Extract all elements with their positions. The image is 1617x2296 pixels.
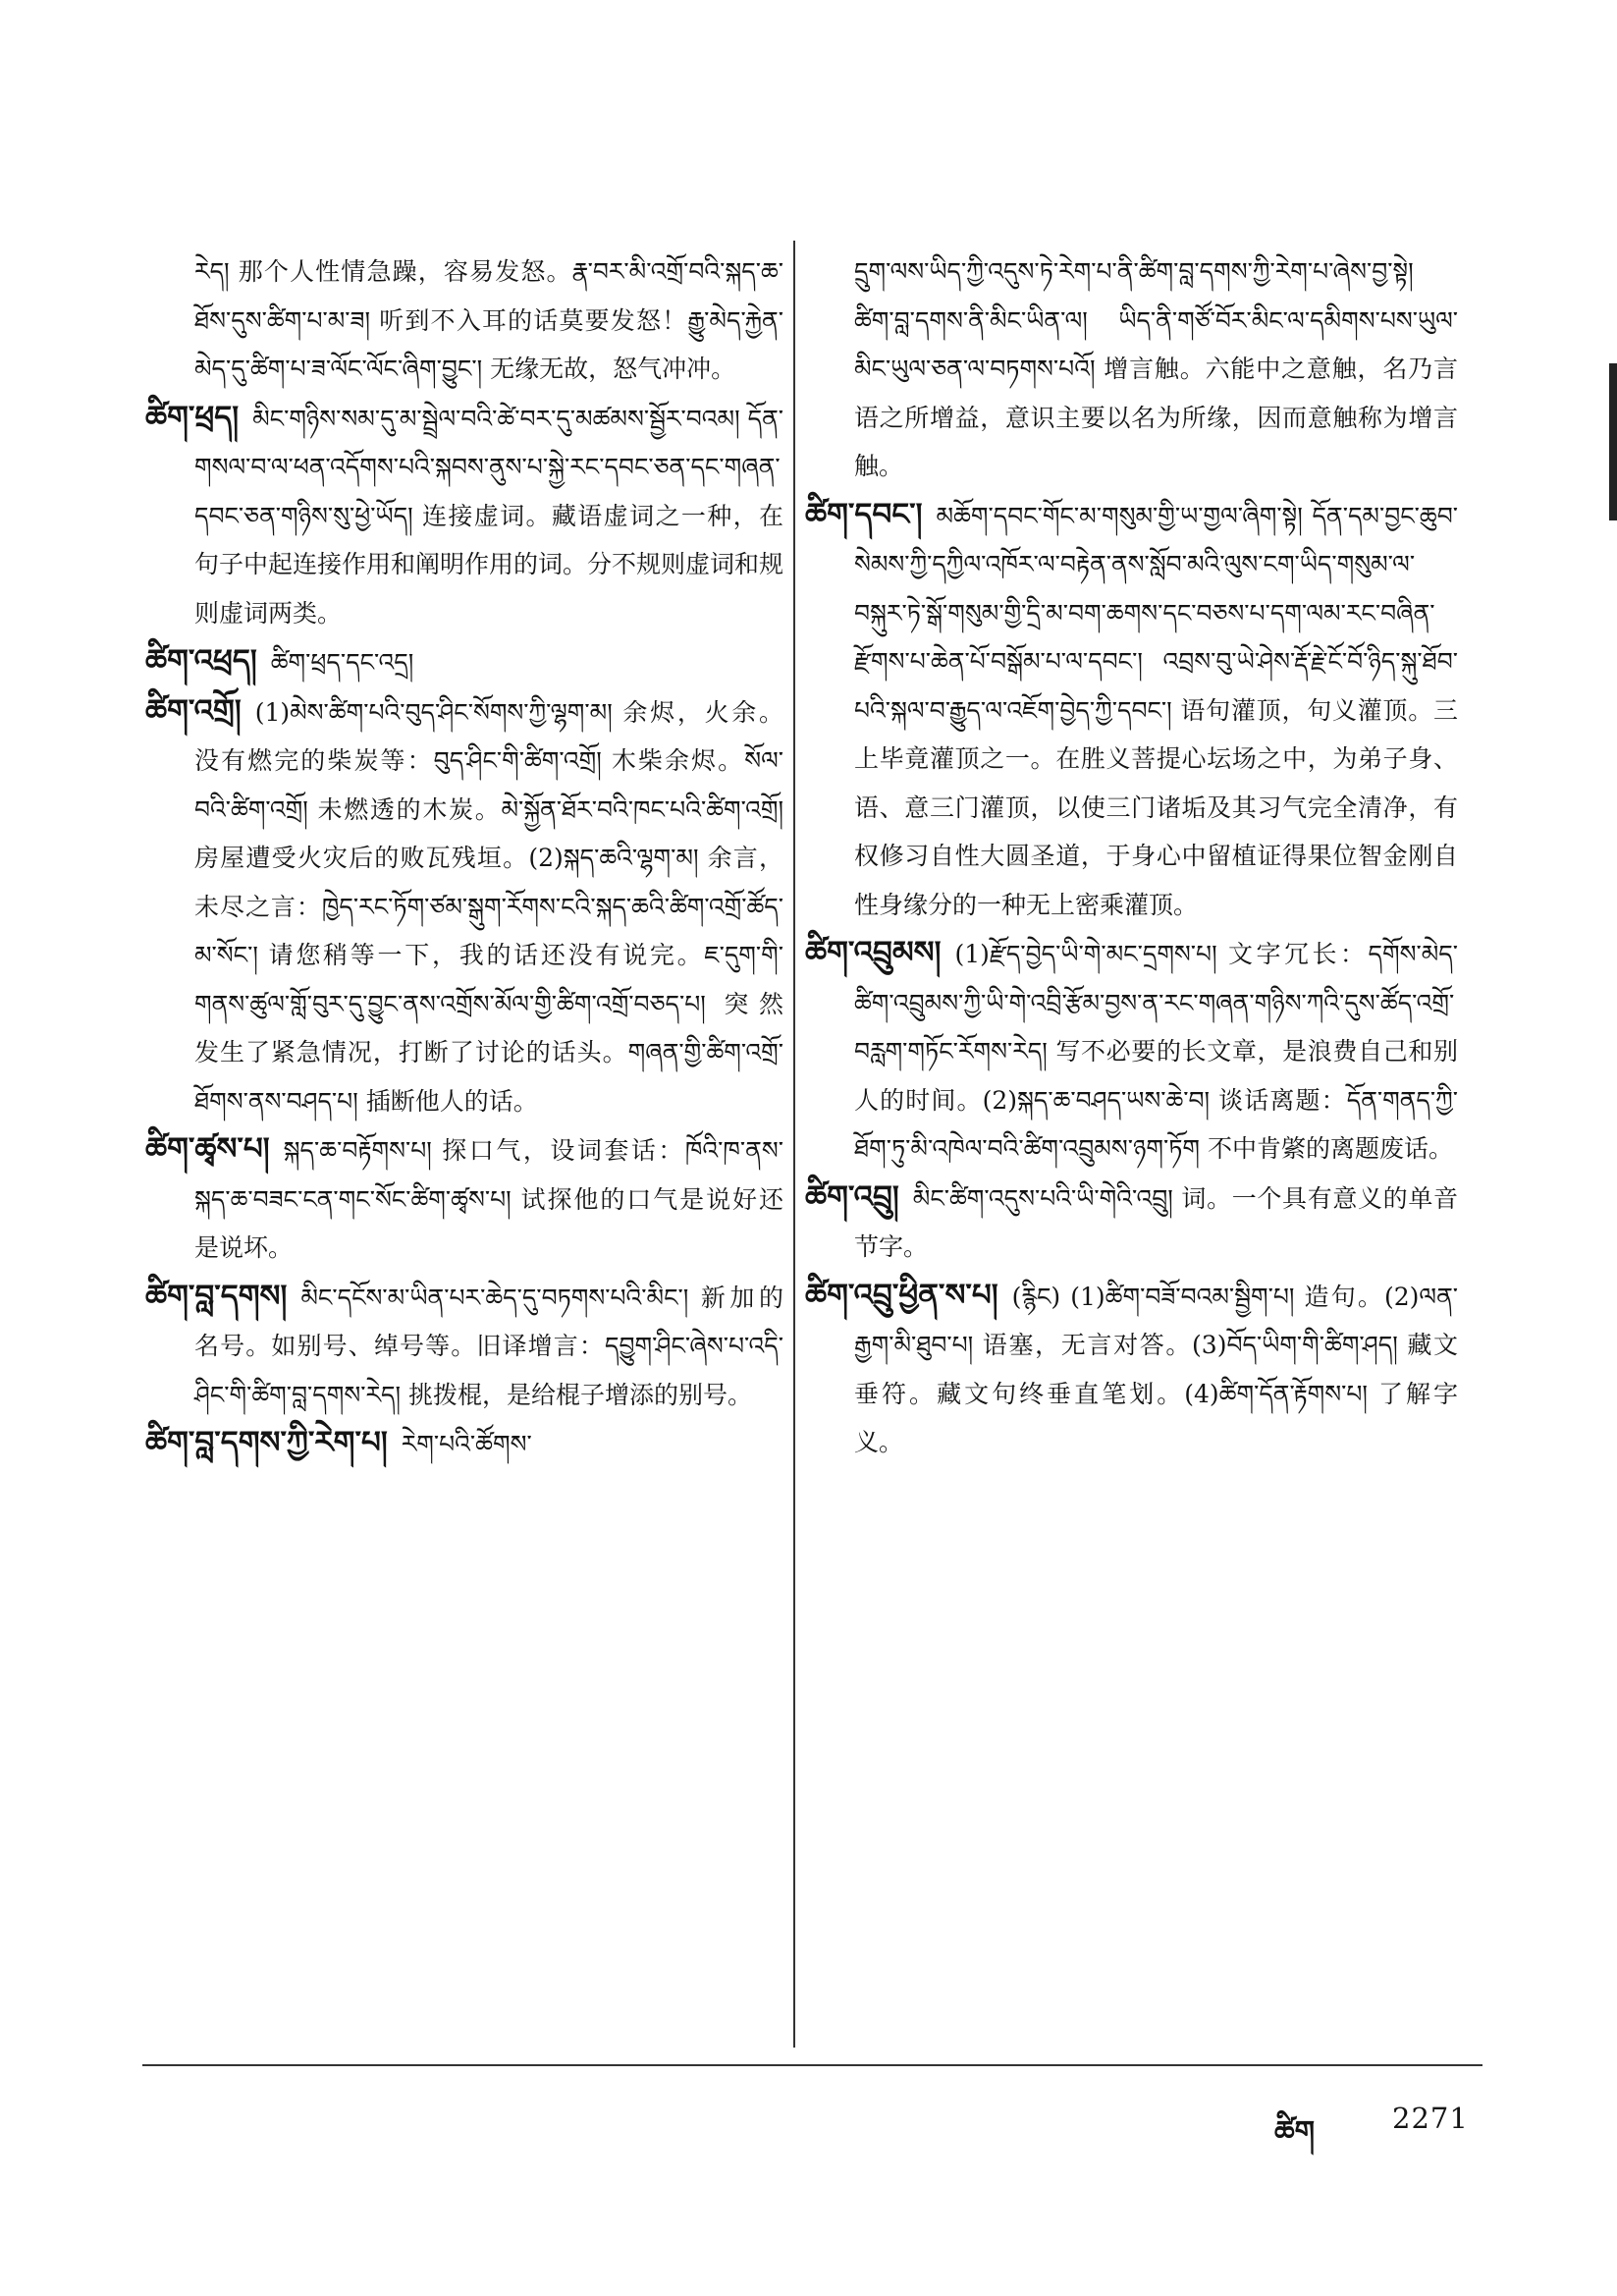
headword: ཚིག་བླ་དགས་ཀྱི་རེག་པ། — [145, 1425, 388, 1460]
headword: ཚིག་འཕྲད། — [145, 643, 257, 679]
entry-text: མིང་གཉིས་སམ་དུ་མ་སྦྲེལ་བའི་ཚེ་བར་དུ་མཚམས་སྦྱོར་བའམ། དོན་གསལ་བ་ལ་ཕན་འདོགས་པའི་སྐབས་ནུས་པ་སྐྱེ་རང་དབང་ཅན་དང་གཞན་དབང་ཅན་གཉིས་སུ་ཕྱེ་ཡོད། 连接虚词。藏语虚词之一种，在句子中起连接作用和阐明作用的词。分不规则虚词和规则虚词两类。 — [194, 404, 784, 628]
right-column — [805, 247, 1458, 1467]
entry-text: མིང་དངོས་མ་ཡིན་པར་ཆེད་དུ་བཏགས་པའི་མིང་། 新加的名号。如别号、绰号等。旧译增言：དབྱུག་ཤིང་ཞེས་པ་འདི་ཤིང་གི་ཚིག་བླ་དགས་རེད། 挑拨棍，是给棍子增添的别号。 — [194, 1283, 783, 1409]
entry-text: དྲུག་ལས་ཡིད་ཀྱི་འདུས་ཏེ་རེག་པ་ནི་ཚིག་བླ་དགས་ཀྱི་རེག་པ་ཞེས་བྱ་སྟེ། ཚིག་བླ་དགས་ནི་མིང་ཡིན་ལ། ཡིད་ནི་གཙོ་བོར་མིང་ལ་དམིགས་པས་ཡུལ་མིང་ཡུལ་ཅན་ལ་བཏགས་པའོ། 增言触。六能中之意触，名乃言语之所增益，意识主要以名为所缘，因而意触称为增言触。 — [854, 257, 1458, 480]
headword: ཚིག་བླ་དགས། — [145, 1278, 288, 1314]
entry — [145, 1125, 783, 1273]
entry-text: མཆོག་དབང་གོང་མ་གསུམ་གྱི་ཡ་གྱལ་ཞིག་སྟེ། དོན་དམ་བྱང་ཆུབ་སེམས་ཀྱི་དཀྱིལ་འཁོར་ལ་བརྟེན་ནས་སློབ་མའི་ལུས་ངག་ཡིད་གསུམ་ལ་བསྐུར་ཏེ་སྒོ་གསུམ་གྱི་དྲི་མ་བག་ཆགས་དང་བཅས་པ་དག་ལམ་རང་བཞིན་རྫོགས་པ་ཆེན་པོ་བསྒོམ་པ་ལ་དབང་། འབྲས་བུ་ཡེ་ཤེས་རྡོ་རྗེ་ངོ་བོ་ཉིད་སྐུ་ཐོབ་པའི་སྐལ་བ་རྒྱུད་ལ་འཇོག་བྱེད་ཀྱི་དབང་། 语句灌顶，句义灌顶。三上毕竟灌顶之一。在胜义菩提心坛场之中，为弟子身、语、意三门灌顶，以使三门诸垢及其习气完全清净，有权修习自性大圆圣道，于身心中留植证得果位智金刚自性身缘分的一种无上密乘灌顶。 — [854, 501, 1458, 919]
entry-text: སྐད་ཆ་བརྟོགས་པ། 探口气，设词套话：ཁོའི་ཁ་ནས་སྐད་ཆ་བཟང་ངན་གང་སོང་ཚིག་ཚྭས་པ། 试探他的口气是说好还是说坏。 — [194, 1136, 783, 1262]
running-head-word: ཚིག — [1274, 2114, 1316, 2148]
margin-scan-mark — [1609, 363, 1617, 520]
entry — [805, 1174, 1458, 1272]
entry-text: རེད། 那个人性情急躁，容易发怒。རྣ་བར་མི་འགྲོ་བའི་སྐད་ཆ་ཐོས་དུས་ཚིག་པ་མ་ཟ། 听到不入耳的话莫要发怒！རྒྱུ་མེད་རྐྱེན་མེད་དུ་ཚིག་པ་ཟ་ལོང་ལོང་ཞིག་བྱུང་། 无缘无故，怒气冲冲。 — [194, 257, 783, 383]
left-column — [145, 247, 784, 1469]
entry — [145, 687, 783, 1126]
entry — [145, 637, 783, 687]
entry — [194, 247, 783, 394]
headword: ཚིག་འགྲོ། — [145, 692, 242, 729]
page-number: 2271 — [1392, 2102, 1469, 2135]
headword: ཚིག་ཕྲད། — [145, 399, 240, 435]
headword: ཚིག་འབྲུ་ཕྱིན་ས་པ། — [805, 1277, 998, 1313]
headword: ཚིག་དབང་། — [805, 496, 923, 532]
entry — [805, 1272, 1458, 1467]
entry — [805, 929, 1458, 1174]
entry-text: ཚིག་ཕྲད་དང་འདྲ། — [270, 648, 414, 677]
column-divider — [793, 241, 795, 2048]
entry — [145, 1419, 783, 1469]
headword: ཚིག་འབྲུམས། — [805, 935, 942, 970]
entry-text: (1)མེས་ཚིག་པའི་བུད་ཤིང་སོགས་ཀྱི་ལྷག་མ། 余烬，火余。没有燃完的柴炭等：བུད་ཤིང་གི་ཚིག་འགྲོ། 木柴余烬。སོལ་བའི་ཚིག་འགྲོ། 未燃透的木炭。མེ་སྐྱོན་ཐོར་བའི་ཁང་པའི་ཚིག་འགྲོ། 房屋遭受火灾后的败瓦残垣。(2)སྐད་ཆའི་ལྷག་མ། 余言，未尽之言：ཁྱེད་རང་ཏོག་ཙམ་སྒུག་རོགས་ངའི་སྐད་ཆའི་ཚིག་འགྲོ་ཚོད་མ་སོང་། 请您稍等一下，我的话还没有说完。ཇ་དུག་གི་གནས་ཚུལ་གློ་བུར་དུ་བྱུང་ནས་འགྲོས་མོལ་གྱི་ཚིག་འགྲོ་བཅད་པ། 突然发生了紧急情况，打断了讨论的话头。གཞན་གྱི་ཚིག་འགྲོ་ཐོགས་ནས་བཤད་པ། 插断他人的话。 — [194, 697, 783, 1116]
entry — [145, 394, 784, 638]
entry — [805, 491, 1458, 930]
footer-rule — [142, 2064, 1482, 2066]
entry-text: (1)རྫོད་བྱེད་ཡི་གེ་མང་དྲགས་པ། 文字冗长：དགོས་མེད་ཚིག་འབྲུམས་ཀྱི་ཡི་གེ་འབྲི་རྩོམ་བྱས་ན་རང་གཞན་གཉིས་ཀའི་དུས་ཚོད་འགྲོ་བརླག་གཏོང་རོགས་རེད། 写不必要的长文章，是浪费自己和别人的时间。(2)སྐད་ཆ་བཤད་ཡས་ཆེ་བ། 谈话离题：དོན་གནད་ཀྱི་ཐོག་ཏུ་མི་འཁེལ་བའི་ཚིག་འབྲུམས་ཉག་ཏོག 不中肯綮的离题废话。 — [854, 940, 1458, 1163]
headword: ཚིག་ཚྭས་པ། — [145, 1131, 270, 1167]
entry-text: རེག་པའི་ཚོགས་ — [401, 1430, 532, 1458]
entry — [854, 247, 1458, 491]
entry-text: མིང་ཚིག་འདུས་པའི་ཡི་གེའི་འབྲུ། 词。一个具有意义的单音节字。 — [854, 1183, 1458, 1261]
headword: ཚིག་འབྲུ། — [805, 1178, 899, 1215]
entry-text: (རྙིང) (1)ཚིག་བཟོ་བའམ་སྦྱིག་པ། 造句。(2)ལན་རྒྱག་མི་ཐུབ་པ། 语塞，无言对答。(3)བོད་ཡིག་གི་ཚིག་ཤད། 藏文垂符。藏文句终垂直笔划。(4)ཚིག་དོན་རྟོགས་པ། 了解字义。 — [854, 1282, 1458, 1456]
entry — [145, 1273, 783, 1420]
